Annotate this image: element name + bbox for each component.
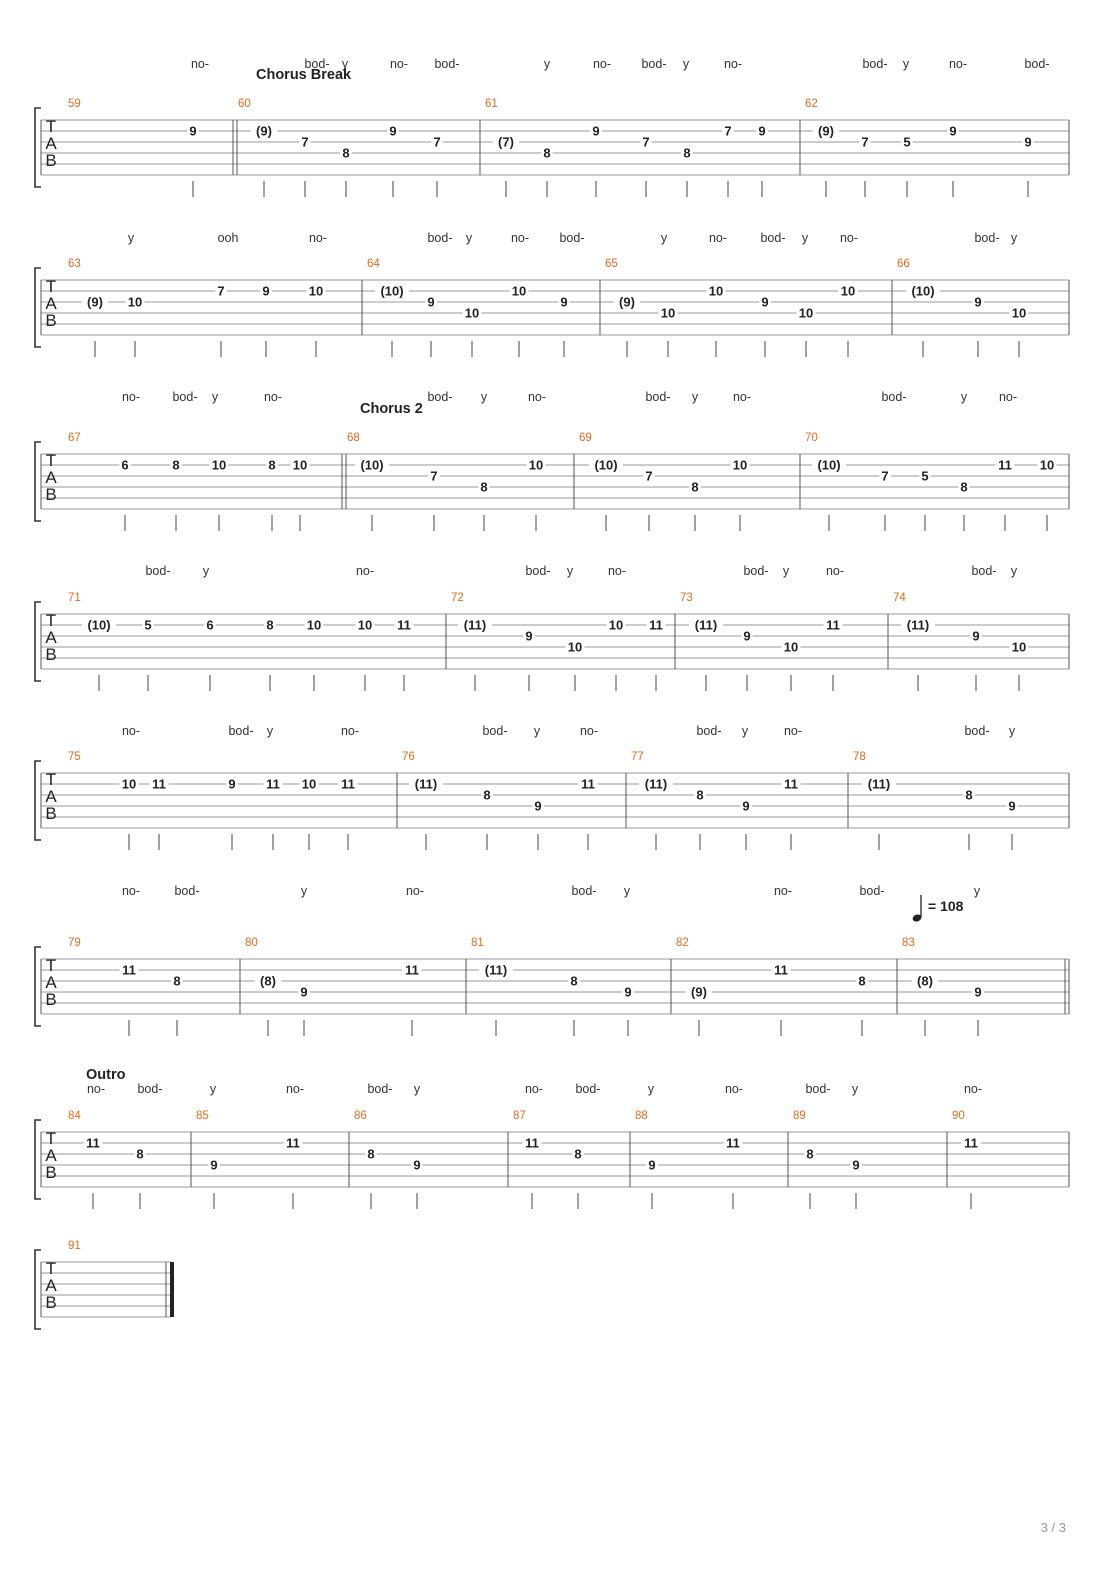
fret-number: 8	[806, 1146, 814, 1162]
lyric-syllable: y	[902, 57, 910, 71]
fret-number: 10	[308, 283, 324, 299]
lyric-syllable: no-	[405, 884, 425, 898]
lyric-syllable: no-	[527, 390, 547, 404]
lyric-syllable: y	[266, 724, 274, 738]
fret-number: 8	[342, 145, 350, 161]
fret-number: 8	[683, 145, 691, 161]
tab-clef-letter: A	[45, 468, 57, 487]
fret-number: 9	[300, 984, 308, 1000]
fret-number: 7	[724, 123, 732, 139]
tab-clef-letter: A	[45, 1276, 57, 1295]
fret-number: 8	[960, 479, 968, 495]
measure-number: 89	[793, 1110, 806, 1122]
fret-number: (9)	[619, 294, 635, 310]
fret-number: (11)	[867, 776, 891, 792]
fret-number: 11	[122, 962, 136, 978]
tab-clef-letter: T	[45, 956, 57, 975]
tab-clef-letter: T	[45, 1129, 57, 1148]
lyric-syllable: bod-	[862, 57, 888, 71]
fret-number: 9	[648, 1157, 656, 1173]
measure-number: 68	[347, 432, 360, 444]
fret-number: 7	[430, 468, 438, 484]
fret-number: 8	[691, 479, 699, 495]
lyric-syllable: bod-	[304, 57, 330, 71]
fret-number: 10	[211, 457, 227, 473]
fret-number: 11	[998, 457, 1012, 473]
fret-number: (11)	[906, 617, 930, 633]
fret-number: 9	[427, 294, 435, 310]
fret-number: (11)	[484, 962, 508, 978]
barline-final-thick	[170, 1262, 174, 1317]
lyric-syllable: y	[1010, 564, 1018, 578]
lyric-syllable: no-	[121, 884, 141, 898]
fret-number: 10	[567, 639, 583, 655]
fret-number: (9)	[256, 123, 272, 139]
lyric-syllable: y	[202, 564, 210, 578]
fret-number: 7	[645, 468, 653, 484]
fret-number: 7	[642, 134, 650, 150]
lyric-syllable: no-	[607, 564, 627, 578]
fret-number: 9	[413, 1157, 421, 1173]
fret-number: 11	[341, 776, 355, 792]
lyric-syllable: no-	[998, 390, 1018, 404]
lyric-syllable: no-	[732, 390, 752, 404]
fret-number: (10)	[360, 457, 384, 473]
section-label: Chorus 2	[360, 401, 423, 417]
lyric-syllable: bod-	[571, 884, 597, 898]
fret-number: 11	[581, 776, 595, 792]
fret-number: (11)	[694, 617, 718, 633]
measure-number: 67	[68, 432, 81, 444]
fret-number: 8	[570, 973, 578, 989]
fret-number: 11	[774, 962, 788, 978]
fret-number: 8	[268, 457, 276, 473]
lyric-syllable: y	[851, 1082, 859, 1096]
tab-clef-letter: T	[45, 451, 57, 470]
lyric-syllable: bod-	[575, 1082, 601, 1096]
page-number: 3 / 3	[1040, 1520, 1066, 1535]
lyric-syllable: bod-	[434, 57, 460, 71]
lyric-syllable: y	[211, 390, 219, 404]
lyric-syllable: no-	[389, 57, 409, 71]
fret-number: (8)	[260, 973, 276, 989]
section-label: Chorus Break	[256, 67, 352, 83]
measure-number: 71	[68, 592, 81, 604]
fret-number: (10)	[911, 283, 935, 299]
fret-number: 7	[881, 468, 889, 484]
lyric-syllable: bod-	[482, 724, 508, 738]
lyric-syllable: no-	[963, 1082, 983, 1096]
lyric-syllable: y	[127, 231, 135, 245]
tab-clef-letter: B	[45, 311, 57, 330]
tab-clef-letter: A	[45, 973, 57, 992]
fret-number: (11)	[414, 776, 438, 792]
measure-number: 85	[196, 1110, 209, 1122]
measure-number: 62	[805, 98, 818, 110]
fret-number: 10	[306, 617, 322, 633]
system-bracket	[35, 108, 41, 187]
fret-number: 5	[921, 468, 929, 484]
measure-number: 78	[853, 751, 866, 763]
fret-number: 11	[397, 617, 411, 633]
lyric-syllable: bod-	[559, 231, 585, 245]
fret-number: 7	[217, 283, 225, 299]
fret-number: 9	[761, 294, 769, 310]
fret-number: 9	[210, 1157, 218, 1173]
tab-clef-letter: B	[45, 804, 57, 823]
tab-clef-letter: A	[45, 1146, 57, 1165]
fret-number: 10	[292, 457, 308, 473]
fret-number: 10	[127, 294, 143, 310]
fret-number: 9	[1024, 134, 1032, 150]
lyric-syllable: bod-	[172, 390, 198, 404]
measure-number: 70	[805, 432, 818, 444]
fret-number: 11	[726, 1135, 740, 1151]
fret-number: 10	[1011, 305, 1027, 321]
lyric-syllable: y	[647, 1082, 655, 1096]
fret-number: (8)	[917, 973, 933, 989]
lyric-syllable: no-	[190, 57, 210, 71]
fret-number: 8	[965, 787, 973, 803]
lyric-syllable: y	[741, 724, 749, 738]
lyric-syllable: bod-	[743, 564, 769, 578]
tab-clef-letter: A	[45, 628, 57, 647]
measure-number: 74	[893, 592, 906, 604]
fret-number: 9	[972, 628, 980, 644]
fret-number: 9	[189, 123, 197, 139]
fret-number: 8	[574, 1146, 582, 1162]
fret-number: 10	[301, 776, 317, 792]
fret-number: 10	[798, 305, 814, 321]
lyric-syllable: no-	[783, 724, 803, 738]
tab-clef-letter: B	[45, 645, 57, 664]
lyric-syllable: y	[973, 884, 981, 898]
fret-number: 8	[543, 145, 551, 161]
fret-number: 7	[861, 134, 869, 150]
measure-number: 61	[485, 98, 498, 110]
tab-system	[35, 884, 1069, 1036]
fret-number: (10)	[380, 283, 404, 299]
fret-number: 10	[121, 776, 137, 792]
tab-clef-letter: A	[45, 294, 57, 313]
fret-number: 9	[1008, 798, 1016, 814]
fret-number: 11	[286, 1135, 300, 1151]
lyric-syllable: no-	[510, 231, 530, 245]
fret-number: (9)	[691, 984, 707, 1000]
tab-clef-letter: B	[45, 990, 57, 1009]
lyric-syllable: no-	[355, 564, 375, 578]
lyric-syllable: bod-	[964, 724, 990, 738]
lyric-syllable: y	[341, 57, 349, 71]
lyric-syllable: bod-	[137, 1082, 163, 1096]
lyric-syllable: no-	[308, 231, 328, 245]
fret-number: 11	[266, 776, 280, 792]
lyric-syllable: bod-	[367, 1082, 393, 1096]
measure-number: 64	[367, 258, 380, 270]
fret-number: 8	[266, 617, 274, 633]
lyric-syllable: y	[533, 724, 541, 738]
fret-number: 8	[367, 1146, 375, 1162]
lyric-syllable: no-	[340, 724, 360, 738]
lyric-syllable: bod-	[1024, 57, 1050, 71]
measure-number: 75	[68, 751, 81, 763]
lyric-syllable: no-	[723, 57, 743, 71]
fret-number: 9	[974, 984, 982, 1000]
fret-number: 8	[136, 1146, 144, 1162]
measure-number: 84	[68, 1110, 81, 1122]
lyric-syllable: no-	[285, 1082, 305, 1096]
system-bracket	[35, 1250, 41, 1329]
measure-number: 87	[513, 1110, 526, 1122]
measure-number: 79	[68, 937, 81, 949]
tab-system	[35, 724, 1069, 850]
measure-number: 91	[68, 1240, 81, 1252]
fret-number: 9	[525, 628, 533, 644]
fret-number: 10	[783, 639, 799, 655]
tab-system	[35, 1240, 174, 1329]
lyric-syllable: bod-	[427, 231, 453, 245]
fret-number: 5	[903, 134, 911, 150]
lyric-syllable: bod-	[145, 564, 171, 578]
fret-number: 6	[206, 617, 214, 633]
lyric-syllable: no-	[579, 724, 599, 738]
fret-number: 10	[660, 305, 676, 321]
tab-clef-letter: T	[45, 277, 57, 296]
lyric-syllable: y	[465, 231, 473, 245]
tab-clef-letter: A	[45, 134, 57, 153]
fret-number: 11	[964, 1135, 978, 1151]
lyric-syllable: y	[209, 1082, 217, 1096]
fret-number: (10)	[594, 457, 618, 473]
measure-number: 65	[605, 258, 618, 270]
lyric-syllable: y	[660, 231, 668, 245]
measure-number: 80	[245, 937, 258, 949]
fret-number: 10	[608, 617, 624, 633]
fret-number: 10	[840, 283, 856, 299]
lyric-syllable: no-	[825, 564, 845, 578]
measure-number: 77	[631, 751, 644, 763]
fret-number: 11	[649, 617, 663, 633]
measure-number: 60	[238, 98, 251, 110]
fret-number: 9	[742, 798, 750, 814]
tab-system	[35, 231, 1069, 357]
lyric-syllable: bod-	[881, 390, 907, 404]
tab-clef-letter: B	[45, 1293, 57, 1312]
tab-system	[35, 390, 1069, 531]
fret-number: 9	[389, 123, 397, 139]
measure-number: 88	[635, 1110, 648, 1122]
fret-number: 9	[949, 123, 957, 139]
tab-clef-letter: T	[45, 1259, 57, 1278]
fret-number: 8	[483, 787, 491, 803]
lyric-syllable: y	[413, 1082, 421, 1096]
tab-clef-letter: A	[45, 787, 57, 806]
fret-number: 9	[228, 776, 236, 792]
lyric-syllable: bod-	[696, 724, 722, 738]
fret-number: 9	[592, 123, 600, 139]
tab-clef-letter: B	[45, 485, 57, 504]
tab-clef-letter: B	[45, 1163, 57, 1182]
tab-clef-letter: T	[45, 117, 57, 136]
fret-number: 9	[624, 984, 632, 1000]
lyric-syllable: y	[1010, 231, 1018, 245]
fret-number: 9	[974, 294, 982, 310]
measure-number: 69	[579, 432, 592, 444]
measure-number: 66	[897, 258, 910, 270]
fret-number: 11	[826, 617, 840, 633]
fret-number: 6	[121, 457, 129, 473]
lyric-syllable: no-	[121, 390, 141, 404]
system-bracket	[35, 442, 41, 521]
fret-number: (10)	[817, 457, 841, 473]
lyric-syllable: no-	[86, 1082, 106, 1096]
measure-number: 86	[354, 1110, 367, 1122]
fret-number: 10	[1011, 639, 1027, 655]
fret-number: 8	[696, 787, 704, 803]
fret-number: 10	[357, 617, 373, 633]
lyric-syllable: ooh	[217, 231, 239, 245]
fret-number: (10)	[87, 617, 111, 633]
measure-number: 81	[471, 937, 484, 949]
system-bracket	[35, 602, 41, 681]
lyric-syllable: bod-	[525, 564, 551, 578]
lyric-syllable: bod-	[805, 1082, 831, 1096]
lyric-syllable: no-	[708, 231, 728, 245]
measure-number: 63	[68, 258, 81, 270]
lyric-syllable: bod-	[174, 884, 200, 898]
fret-number: 10	[708, 283, 724, 299]
lyric-syllable: y	[623, 884, 631, 898]
lyric-syllable: y	[300, 884, 308, 898]
tab-clef-letter: T	[45, 611, 57, 630]
lyric-syllable: bod-	[859, 884, 885, 898]
fret-number: 9	[852, 1157, 860, 1173]
fret-number: 9	[743, 628, 751, 644]
system-bracket	[35, 268, 41, 347]
fret-number: 8	[173, 973, 181, 989]
lyric-syllable: bod-	[427, 390, 453, 404]
lyric-syllable: no-	[773, 884, 793, 898]
lyric-syllable: bod-	[228, 724, 254, 738]
fret-number: (7)	[498, 134, 514, 150]
fret-number: 9	[758, 123, 766, 139]
system-bracket	[35, 947, 41, 1026]
lyric-syllable: no-	[121, 724, 141, 738]
fret-number: 7	[433, 134, 441, 150]
lyric-syllable: y	[566, 564, 574, 578]
lyric-syllable: y	[801, 231, 809, 245]
section-label: Outro	[86, 1067, 126, 1083]
lyric-syllable: y	[691, 390, 699, 404]
measure-number: 76	[402, 751, 415, 763]
fret-number: 10	[1039, 457, 1055, 473]
tempo-label: = 108	[928, 898, 964, 914]
fret-number: 10	[528, 457, 544, 473]
fret-number: 11	[784, 776, 798, 792]
fret-number: 10	[732, 457, 748, 473]
lyric-syllable: bod-	[971, 564, 997, 578]
fret-number: (9)	[818, 123, 834, 139]
measure-number: 73	[680, 592, 693, 604]
lyric-syllable: no-	[724, 1082, 744, 1096]
measure-number: 72	[451, 592, 464, 604]
tab-system	[35, 57, 1069, 197]
lyric-syllable: bod-	[760, 231, 786, 245]
fret-number: 10	[511, 283, 527, 299]
fret-number: 8	[858, 973, 866, 989]
measure-number: 83	[902, 937, 915, 949]
fret-number: (11)	[463, 617, 487, 633]
tab-clef-letter: T	[45, 770, 57, 789]
fret-number: 11	[525, 1135, 539, 1151]
measure-number: 90	[952, 1110, 965, 1122]
tab-system	[35, 564, 1069, 691]
fret-number: 11	[152, 776, 166, 792]
fret-number: (11)	[644, 776, 668, 792]
fret-number: 8	[172, 457, 180, 473]
tab-clef-letter: B	[45, 151, 57, 170]
fret-number: 9	[534, 798, 542, 814]
measure-number: 82	[676, 937, 689, 949]
lyric-syllable: no-	[839, 231, 859, 245]
fret-number: (9)	[87, 294, 103, 310]
lyric-syllable: bod-	[645, 390, 671, 404]
lyric-syllable: y	[960, 390, 968, 404]
measure-number: 59	[68, 98, 81, 110]
lyric-syllable: no-	[592, 57, 612, 71]
fret-number: 11	[86, 1135, 100, 1151]
system-bracket	[35, 1120, 41, 1199]
lyric-syllable: no-	[524, 1082, 544, 1096]
lyric-syllable: y	[1008, 724, 1016, 738]
fret-number: 8	[480, 479, 488, 495]
lyric-syllable: y	[480, 390, 488, 404]
lyric-syllable: y	[782, 564, 790, 578]
fret-number: 5	[144, 617, 152, 633]
lyric-syllable: bod-	[974, 231, 1000, 245]
lyric-syllable: no-	[948, 57, 968, 71]
fret-number: 11	[405, 962, 419, 978]
lyric-syllable: y	[543, 57, 551, 71]
fret-number: 9	[262, 283, 270, 299]
system-bracket	[35, 761, 41, 840]
fret-number: 9	[560, 294, 568, 310]
lyric-syllable: y	[682, 57, 690, 71]
fret-number: 10	[464, 305, 480, 321]
fret-number: 7	[301, 134, 309, 150]
tab-system	[35, 1067, 1069, 1209]
lyric-syllable: bod-	[641, 57, 667, 71]
lyric-syllable: no-	[263, 390, 283, 404]
